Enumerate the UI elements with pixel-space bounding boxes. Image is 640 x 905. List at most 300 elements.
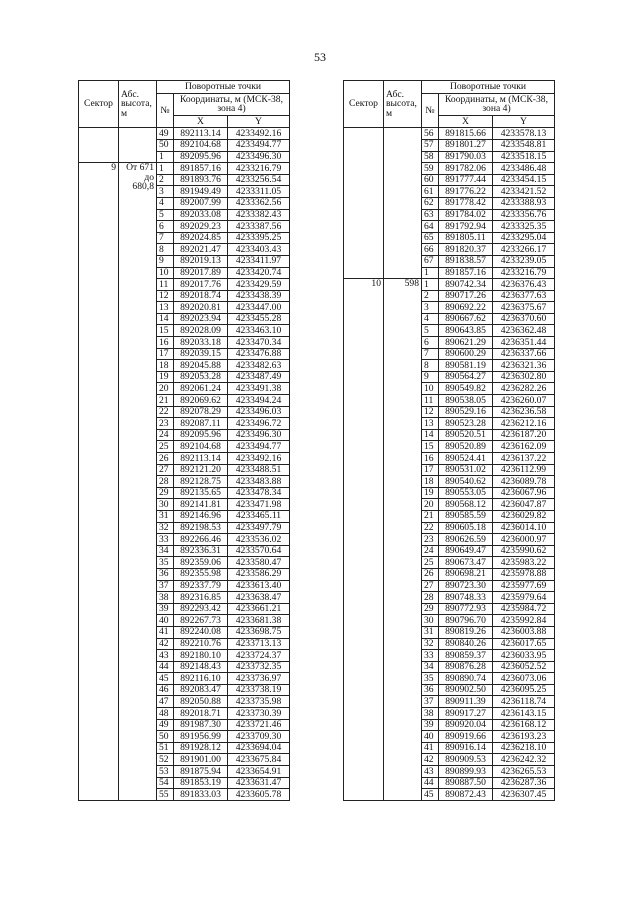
x-coordinate-cell: 892033.08 xyxy=(174,209,228,221)
x-coordinate-cell: 892061.24 xyxy=(174,383,228,395)
x-coordinate-cell: 892028.09 xyxy=(174,325,228,337)
point-number-cell: 37 xyxy=(422,696,439,708)
point-number-cell: 23 xyxy=(157,418,174,430)
x-coordinate-cell: 890917.27 xyxy=(439,708,493,720)
point-number-cell: 2 xyxy=(422,290,439,302)
y-coordinate-cell: 4235979.64 xyxy=(493,592,555,604)
y-coordinate-cell: 4235992.84 xyxy=(493,615,555,627)
point-number-cell: 14 xyxy=(422,429,439,441)
header-sector: Сектор xyxy=(344,81,384,128)
y-coordinate-cell: 4233216.79 xyxy=(493,267,555,279)
y-coordinate-cell: 4236193.23 xyxy=(493,731,555,743)
sector-cell: 9 xyxy=(79,163,119,801)
y-coordinate-cell: 4233438.39 xyxy=(228,290,290,302)
y-coordinate-cell: 4236017.65 xyxy=(493,638,555,650)
header-coordinates: Координаты, м (МСК-38, зона 4) xyxy=(439,93,555,115)
x-coordinate-cell: 892050.88 xyxy=(174,696,228,708)
y-coordinate-cell: 4233613.40 xyxy=(228,580,290,592)
point-number-cell: 18 xyxy=(157,360,174,372)
table-row xyxy=(79,163,290,175)
x-coordinate-cell: 891956.99 xyxy=(174,731,228,743)
point-number-cell: 41 xyxy=(157,626,174,638)
y-coordinate-cell: 4233486.48 xyxy=(493,163,555,175)
y-coordinate-cell: 4233496.03 xyxy=(228,406,290,418)
point-number-cell: 39 xyxy=(422,719,439,731)
y-coordinate-cell: 4236242.32 xyxy=(493,754,555,766)
point-number-cell: 4 xyxy=(157,197,174,209)
x-coordinate-cell: 890859.37 xyxy=(439,650,493,662)
y-coordinate-cell: 4233455.28 xyxy=(228,313,290,325)
point-number-cell: 6 xyxy=(422,337,439,349)
x-coordinate-cell: 890568.12 xyxy=(439,499,493,511)
point-number-cell: 1 xyxy=(157,151,174,163)
y-coordinate-cell: 4236162.09 xyxy=(493,441,555,453)
point-number-cell: 7 xyxy=(157,232,174,244)
y-coordinate-cell: 4236112.99 xyxy=(493,464,555,476)
altitude-cell: 598 xyxy=(384,279,422,801)
y-coordinate-cell: 4233487.49 xyxy=(228,371,290,383)
y-coordinate-cell: 4233356.76 xyxy=(493,209,555,221)
x-coordinate-cell: 890531.02 xyxy=(439,464,493,476)
y-coordinate-cell: 4233735.98 xyxy=(228,696,290,708)
x-coordinate-cell: 891893.76 xyxy=(174,174,228,186)
point-number-cell: 26 xyxy=(157,453,174,465)
x-coordinate-cell: 890872.43 xyxy=(439,789,493,801)
x-coordinate-cell: 890649.47 xyxy=(439,545,493,557)
table-row xyxy=(344,128,555,140)
coordinates-table-right xyxy=(343,80,555,801)
x-coordinate-cell: 892007.99 xyxy=(174,197,228,209)
x-coordinate-cell: 892104.68 xyxy=(174,139,228,151)
point-number-cell: 17 xyxy=(157,348,174,360)
y-coordinate-cell: 4233403.43 xyxy=(228,244,290,256)
x-coordinate-cell: 890626.59 xyxy=(439,534,493,546)
y-coordinate-cell: 4233578.13 xyxy=(493,128,555,140)
point-number-cell: 14 xyxy=(157,313,174,325)
point-number-cell: 27 xyxy=(422,580,439,592)
x-coordinate-cell: 891833.03 xyxy=(174,789,228,801)
point-number-cell: 38 xyxy=(422,708,439,720)
point-number-cell: 35 xyxy=(422,673,439,685)
y-coordinate-cell: 4236236.58 xyxy=(493,406,555,418)
point-number-cell: 38 xyxy=(157,592,174,604)
point-number-cell: 42 xyxy=(422,754,439,766)
point-number-cell: 40 xyxy=(422,731,439,743)
point-number-cell: 59 xyxy=(422,163,439,175)
x-coordinate-cell: 891853.19 xyxy=(174,777,228,789)
y-coordinate-cell: 4236218.10 xyxy=(493,742,555,754)
x-coordinate-cell: 891857.16 xyxy=(174,163,228,175)
y-coordinate-cell: 4236047.87 xyxy=(493,499,555,511)
y-coordinate-cell: 4236118.74 xyxy=(493,696,555,708)
y-coordinate-cell: 4233724.37 xyxy=(228,650,290,662)
point-number-cell: 23 xyxy=(422,534,439,546)
y-coordinate-cell: 4233698.75 xyxy=(228,626,290,638)
x-coordinate-cell: 891782.06 xyxy=(439,163,493,175)
y-coordinate-cell: 4233387.56 xyxy=(228,221,290,233)
y-coordinate-cell: 4233497.79 xyxy=(228,522,290,534)
point-number-cell: 50 xyxy=(157,139,174,151)
y-coordinate-cell: 4233478.34 xyxy=(228,487,290,499)
x-coordinate-cell: 890621.29 xyxy=(439,337,493,349)
y-coordinate-cell: 4236168.12 xyxy=(493,719,555,731)
x-coordinate-cell: 892141.81 xyxy=(174,499,228,511)
y-coordinate-cell: 4233447.00 xyxy=(228,302,290,314)
point-number-cell: 40 xyxy=(157,615,174,627)
point-number-cell: 67 xyxy=(422,255,439,267)
table-body-left xyxy=(79,128,290,800)
point-number-cell: 54 xyxy=(157,777,174,789)
header-turning-points: Поворотные точки xyxy=(422,81,555,94)
x-coordinate-cell: 891875.94 xyxy=(174,766,228,778)
point-number-cell: 57 xyxy=(422,139,439,151)
x-coordinate-cell: 890549.82 xyxy=(439,383,493,395)
y-coordinate-cell: 4233496.30 xyxy=(228,151,290,163)
x-coordinate-cell: 890667.62 xyxy=(439,313,493,325)
x-coordinate-cell: 892180.10 xyxy=(174,650,228,662)
point-number-cell: 55 xyxy=(157,789,174,801)
altitude-cell xyxy=(119,128,157,163)
point-number-cell: 4 xyxy=(422,313,439,325)
x-coordinate-cell: 891777.44 xyxy=(439,174,493,186)
point-number-cell: 56 xyxy=(422,128,439,140)
y-coordinate-cell: 4233411.97 xyxy=(228,255,290,267)
point-number-cell: 49 xyxy=(157,128,174,140)
point-number-cell: 9 xyxy=(157,255,174,267)
y-coordinate-cell: 4233654.91 xyxy=(228,766,290,778)
x-coordinate-cell: 892116.10 xyxy=(174,673,228,685)
sector-cell xyxy=(344,128,384,279)
point-number-cell: 22 xyxy=(422,522,439,534)
y-coordinate-cell: 4235977.69 xyxy=(493,580,555,592)
y-coordinate-cell: 4235984.72 xyxy=(493,603,555,615)
x-coordinate-cell: 892148.43 xyxy=(174,661,228,673)
y-coordinate-cell: 4233471.98 xyxy=(228,499,290,511)
header-y: Y xyxy=(493,115,555,128)
x-coordinate-cell: 892240.08 xyxy=(174,626,228,638)
point-number-cell: 13 xyxy=(157,302,174,314)
y-coordinate-cell: 4233496.30 xyxy=(228,429,290,441)
y-coordinate-cell: 4233494.77 xyxy=(228,139,290,151)
header-altitude: Абс. высота, м xyxy=(384,81,422,128)
point-number-cell: 35 xyxy=(157,557,174,569)
y-coordinate-cell: 4233570.64 xyxy=(228,545,290,557)
point-number-cell: 1 xyxy=(157,163,174,175)
y-coordinate-cell: 4233239.05 xyxy=(493,255,555,267)
y-coordinate-cell: 4236307.45 xyxy=(493,789,555,801)
x-coordinate-cell: 892024.85 xyxy=(174,232,228,244)
x-coordinate-cell: 891805.11 xyxy=(439,232,493,244)
y-coordinate-cell: 4233496.72 xyxy=(228,418,290,430)
y-coordinate-cell: 4235978.88 xyxy=(493,568,555,580)
y-coordinate-cell: 4233311.05 xyxy=(228,186,290,198)
point-number-cell: 34 xyxy=(157,545,174,557)
point-number-cell: 17 xyxy=(422,464,439,476)
point-number-cell: 63 xyxy=(422,209,439,221)
header-coordinates: Координаты, м (МСК-38, зона 4) xyxy=(174,93,290,115)
y-coordinate-cell: 4233631.47 xyxy=(228,777,290,789)
y-coordinate-cell: 4236067.96 xyxy=(493,487,555,499)
point-number-cell: 15 xyxy=(157,325,174,337)
point-number-cell: 33 xyxy=(422,650,439,662)
x-coordinate-cell: 891857.16 xyxy=(439,267,493,279)
point-number-cell: 25 xyxy=(157,441,174,453)
x-coordinate-cell: 890585.59 xyxy=(439,510,493,522)
y-coordinate-cell: 4236282.26 xyxy=(493,383,555,395)
y-coordinate-cell: 4236033.95 xyxy=(493,650,555,662)
point-number-cell: 65 xyxy=(422,232,439,244)
y-coordinate-cell: 4236187.20 xyxy=(493,429,555,441)
point-number-cell: 53 xyxy=(157,766,174,778)
point-number-cell: 27 xyxy=(157,464,174,476)
y-coordinate-cell: 4233483.88 xyxy=(228,476,290,488)
y-coordinate-cell: 4236089.78 xyxy=(493,476,555,488)
x-coordinate-cell: 892020.81 xyxy=(174,302,228,314)
y-coordinate-cell: 4233694.04 xyxy=(228,742,290,754)
x-coordinate-cell: 890553.05 xyxy=(439,487,493,499)
x-coordinate-cell: 890819.26 xyxy=(439,626,493,638)
x-coordinate-cell: 891778.42 xyxy=(439,197,493,209)
y-coordinate-cell: 4236337.66 xyxy=(493,348,555,360)
y-coordinate-cell: 4233482.63 xyxy=(228,360,290,372)
y-coordinate-cell: 4233470.34 xyxy=(228,337,290,349)
page-number: 53 xyxy=(314,50,326,64)
point-number-cell: 29 xyxy=(157,487,174,499)
point-number-cell: 61 xyxy=(422,186,439,198)
y-coordinate-cell: 4236260.07 xyxy=(493,395,555,407)
point-number-cell: 16 xyxy=(422,453,439,465)
point-number-cell: 25 xyxy=(422,557,439,569)
y-coordinate-cell: 4236370.60 xyxy=(493,313,555,325)
y-coordinate-cell: 4233488.51 xyxy=(228,464,290,476)
point-number-cell: 1 xyxy=(422,267,439,279)
y-coordinate-cell: 4233492.16 xyxy=(228,128,290,140)
x-coordinate-cell: 892017.76 xyxy=(174,279,228,291)
y-coordinate-cell: 4236003.88 xyxy=(493,626,555,638)
point-number-cell: 8 xyxy=(422,360,439,372)
x-coordinate-cell: 892083.47 xyxy=(174,684,228,696)
point-number-cell: 9 xyxy=(422,371,439,383)
x-coordinate-cell: 892087.11 xyxy=(174,418,228,430)
x-coordinate-cell: 892095.96 xyxy=(174,429,228,441)
x-coordinate-cell: 892069.62 xyxy=(174,395,228,407)
x-coordinate-cell: 891790.03 xyxy=(439,151,493,163)
header-sector: Сектор xyxy=(79,81,119,128)
x-coordinate-cell: 891949.49 xyxy=(174,186,228,198)
point-number-cell: 34 xyxy=(422,661,439,673)
y-coordinate-cell: 4236143.15 xyxy=(493,708,555,720)
y-coordinate-cell: 4233395.25 xyxy=(228,232,290,244)
point-number-cell: 5 xyxy=(157,209,174,221)
point-number-cell: 48 xyxy=(157,708,174,720)
point-number-cell: 29 xyxy=(422,603,439,615)
x-coordinate-cell: 892029.23 xyxy=(174,221,228,233)
x-coordinate-cell: 892078.29 xyxy=(174,406,228,418)
y-coordinate-cell: 4236014.10 xyxy=(493,522,555,534)
x-coordinate-cell: 891776.22 xyxy=(439,186,493,198)
header-altitude: Абс. высота, м xyxy=(119,81,157,128)
point-number-cell: 26 xyxy=(422,568,439,580)
point-number-cell: 12 xyxy=(157,290,174,302)
x-coordinate-cell: 890772.93 xyxy=(439,603,493,615)
point-number-cell: 30 xyxy=(422,615,439,627)
y-coordinate-cell: 4233256.54 xyxy=(228,174,290,186)
x-coordinate-cell: 890840.26 xyxy=(439,638,493,650)
point-number-cell: 19 xyxy=(422,487,439,499)
point-number-cell: 31 xyxy=(157,510,174,522)
point-number-cell: 33 xyxy=(157,534,174,546)
x-coordinate-cell: 892018.71 xyxy=(174,708,228,720)
x-coordinate-cell: 892113.14 xyxy=(174,453,228,465)
y-coordinate-cell: 4236362.48 xyxy=(493,325,555,337)
x-coordinate-cell: 890538.05 xyxy=(439,395,493,407)
point-number-cell: 32 xyxy=(157,522,174,534)
x-coordinate-cell: 892316.85 xyxy=(174,592,228,604)
point-number-cell: 22 xyxy=(157,406,174,418)
x-coordinate-cell: 891820.37 xyxy=(439,244,493,256)
y-coordinate-cell: 4236287.36 xyxy=(493,777,555,789)
point-number-cell: 19 xyxy=(157,371,174,383)
sector-cell xyxy=(79,128,119,163)
x-coordinate-cell: 890909.53 xyxy=(439,754,493,766)
x-coordinate-cell: 890673.47 xyxy=(439,557,493,569)
point-number-cell: 37 xyxy=(157,580,174,592)
point-number-cell: 60 xyxy=(422,174,439,186)
point-number-cell: 1 xyxy=(422,279,439,291)
x-coordinate-cell: 892337.79 xyxy=(174,580,228,592)
point-number-cell: 50 xyxy=(157,731,174,743)
x-coordinate-cell: 890600.29 xyxy=(439,348,493,360)
x-coordinate-cell: 891987.30 xyxy=(174,719,228,731)
point-number-cell: 47 xyxy=(157,696,174,708)
point-number-cell: 3 xyxy=(157,186,174,198)
y-coordinate-cell: 4233492.16 xyxy=(228,453,290,465)
y-coordinate-cell: 4236321.36 xyxy=(493,360,555,372)
y-coordinate-cell: 4233388.93 xyxy=(493,197,555,209)
x-coordinate-cell: 892023.94 xyxy=(174,313,228,325)
y-coordinate-cell: 4233266.17 xyxy=(493,244,555,256)
x-coordinate-cell: 890643.85 xyxy=(439,325,493,337)
x-coordinate-cell: 890742.34 xyxy=(439,279,493,291)
y-coordinate-cell: 4233463.10 xyxy=(228,325,290,337)
y-coordinate-cell: 4233638.47 xyxy=(228,592,290,604)
x-coordinate-cell: 892135.65 xyxy=(174,487,228,499)
x-coordinate-cell: 892033.18 xyxy=(174,337,228,349)
point-number-cell: 5 xyxy=(422,325,439,337)
x-coordinate-cell: 890902.50 xyxy=(439,684,493,696)
table-row xyxy=(79,128,290,140)
point-number-cell: 20 xyxy=(157,383,174,395)
point-number-cell: 21 xyxy=(157,395,174,407)
coordinates-table-left xyxy=(78,80,290,801)
point-number-cell: 41 xyxy=(422,742,439,754)
y-coordinate-cell: 4236351.44 xyxy=(493,337,555,349)
point-number-cell: 45 xyxy=(422,789,439,801)
point-number-cell: 39 xyxy=(157,603,174,615)
x-coordinate-cell: 892210.76 xyxy=(174,638,228,650)
point-number-cell: 44 xyxy=(422,777,439,789)
altitude-cell xyxy=(384,128,422,279)
x-coordinate-cell: 892267.73 xyxy=(174,615,228,627)
point-number-cell: 21 xyxy=(422,510,439,522)
point-number-cell: 18 xyxy=(422,476,439,488)
point-number-cell: 46 xyxy=(157,684,174,696)
x-coordinate-cell: 892053.28 xyxy=(174,371,228,383)
y-coordinate-cell: 4236302.80 xyxy=(493,371,555,383)
x-coordinate-cell: 890919.66 xyxy=(439,731,493,743)
point-number-cell: 2 xyxy=(157,174,174,186)
point-number-cell: 36 xyxy=(422,684,439,696)
header-x: X xyxy=(439,115,493,128)
header-number: № xyxy=(157,93,174,128)
x-coordinate-cell: 890748.33 xyxy=(439,592,493,604)
y-coordinate-cell: 4236073.06 xyxy=(493,673,555,685)
x-coordinate-cell: 890692.22 xyxy=(439,302,493,314)
point-number-cell: 8 xyxy=(157,244,174,256)
y-coordinate-cell: 4233362.56 xyxy=(228,197,290,209)
y-coordinate-cell: 4235990.62 xyxy=(493,545,555,557)
point-number-cell: 36 xyxy=(157,568,174,580)
x-coordinate-cell: 892045.88 xyxy=(174,360,228,372)
point-number-cell: 64 xyxy=(422,221,439,233)
point-number-cell: 51 xyxy=(157,742,174,754)
y-coordinate-cell: 4236212.16 xyxy=(493,418,555,430)
x-coordinate-cell: 890524.41 xyxy=(439,453,493,465)
x-coordinate-cell: 890890.74 xyxy=(439,673,493,685)
x-coordinate-cell: 890916.14 xyxy=(439,742,493,754)
point-number-cell: 3 xyxy=(422,302,439,314)
x-coordinate-cell: 891784.02 xyxy=(439,209,493,221)
point-number-cell: 45 xyxy=(157,673,174,685)
y-coordinate-cell: 4233586.29 xyxy=(228,568,290,580)
y-coordinate-cell: 4233661.21 xyxy=(228,603,290,615)
y-coordinate-cell: 4233548.81 xyxy=(493,139,555,151)
point-number-cell: 44 xyxy=(157,661,174,673)
x-coordinate-cell: 892017.89 xyxy=(174,267,228,279)
x-coordinate-cell: 892113.14 xyxy=(174,128,228,140)
x-coordinate-cell: 890899.93 xyxy=(439,766,493,778)
point-number-cell: 66 xyxy=(422,244,439,256)
table-body-right xyxy=(344,128,555,800)
point-number-cell: 10 xyxy=(157,267,174,279)
y-coordinate-cell: 4233465.11 xyxy=(228,510,290,522)
x-coordinate-cell: 892104.68 xyxy=(174,441,228,453)
y-coordinate-cell: 4236376.43 xyxy=(493,279,555,291)
x-coordinate-cell: 890529.16 xyxy=(439,406,493,418)
y-coordinate-cell: 4233732.35 xyxy=(228,661,290,673)
x-coordinate-cell: 890887.50 xyxy=(439,777,493,789)
x-coordinate-cell: 890723.30 xyxy=(439,580,493,592)
y-coordinate-cell: 4236000.97 xyxy=(493,534,555,546)
y-coordinate-cell: 4233681.38 xyxy=(228,615,290,627)
y-coordinate-cell: 4236137.22 xyxy=(493,453,555,465)
y-coordinate-cell: 4233382.43 xyxy=(228,209,290,221)
y-coordinate-cell: 4236377.63 xyxy=(493,290,555,302)
point-number-cell: 43 xyxy=(422,766,439,778)
x-coordinate-cell: 892266.46 xyxy=(174,534,228,546)
y-coordinate-cell: 4233713.13 xyxy=(228,638,290,650)
y-coordinate-cell: 4233295.04 xyxy=(493,232,555,244)
y-coordinate-cell: 4233675.84 xyxy=(228,754,290,766)
y-coordinate-cell: 4233454.15 xyxy=(493,174,555,186)
y-coordinate-cell: 4236375.67 xyxy=(493,302,555,314)
x-coordinate-cell: 890520.51 xyxy=(439,429,493,441)
x-coordinate-cell: 891928.12 xyxy=(174,742,228,754)
point-number-cell: 13 xyxy=(422,418,439,430)
y-coordinate-cell: 4233325.35 xyxy=(493,221,555,233)
point-number-cell: 30 xyxy=(157,499,174,511)
y-coordinate-cell: 4233476.88 xyxy=(228,348,290,360)
